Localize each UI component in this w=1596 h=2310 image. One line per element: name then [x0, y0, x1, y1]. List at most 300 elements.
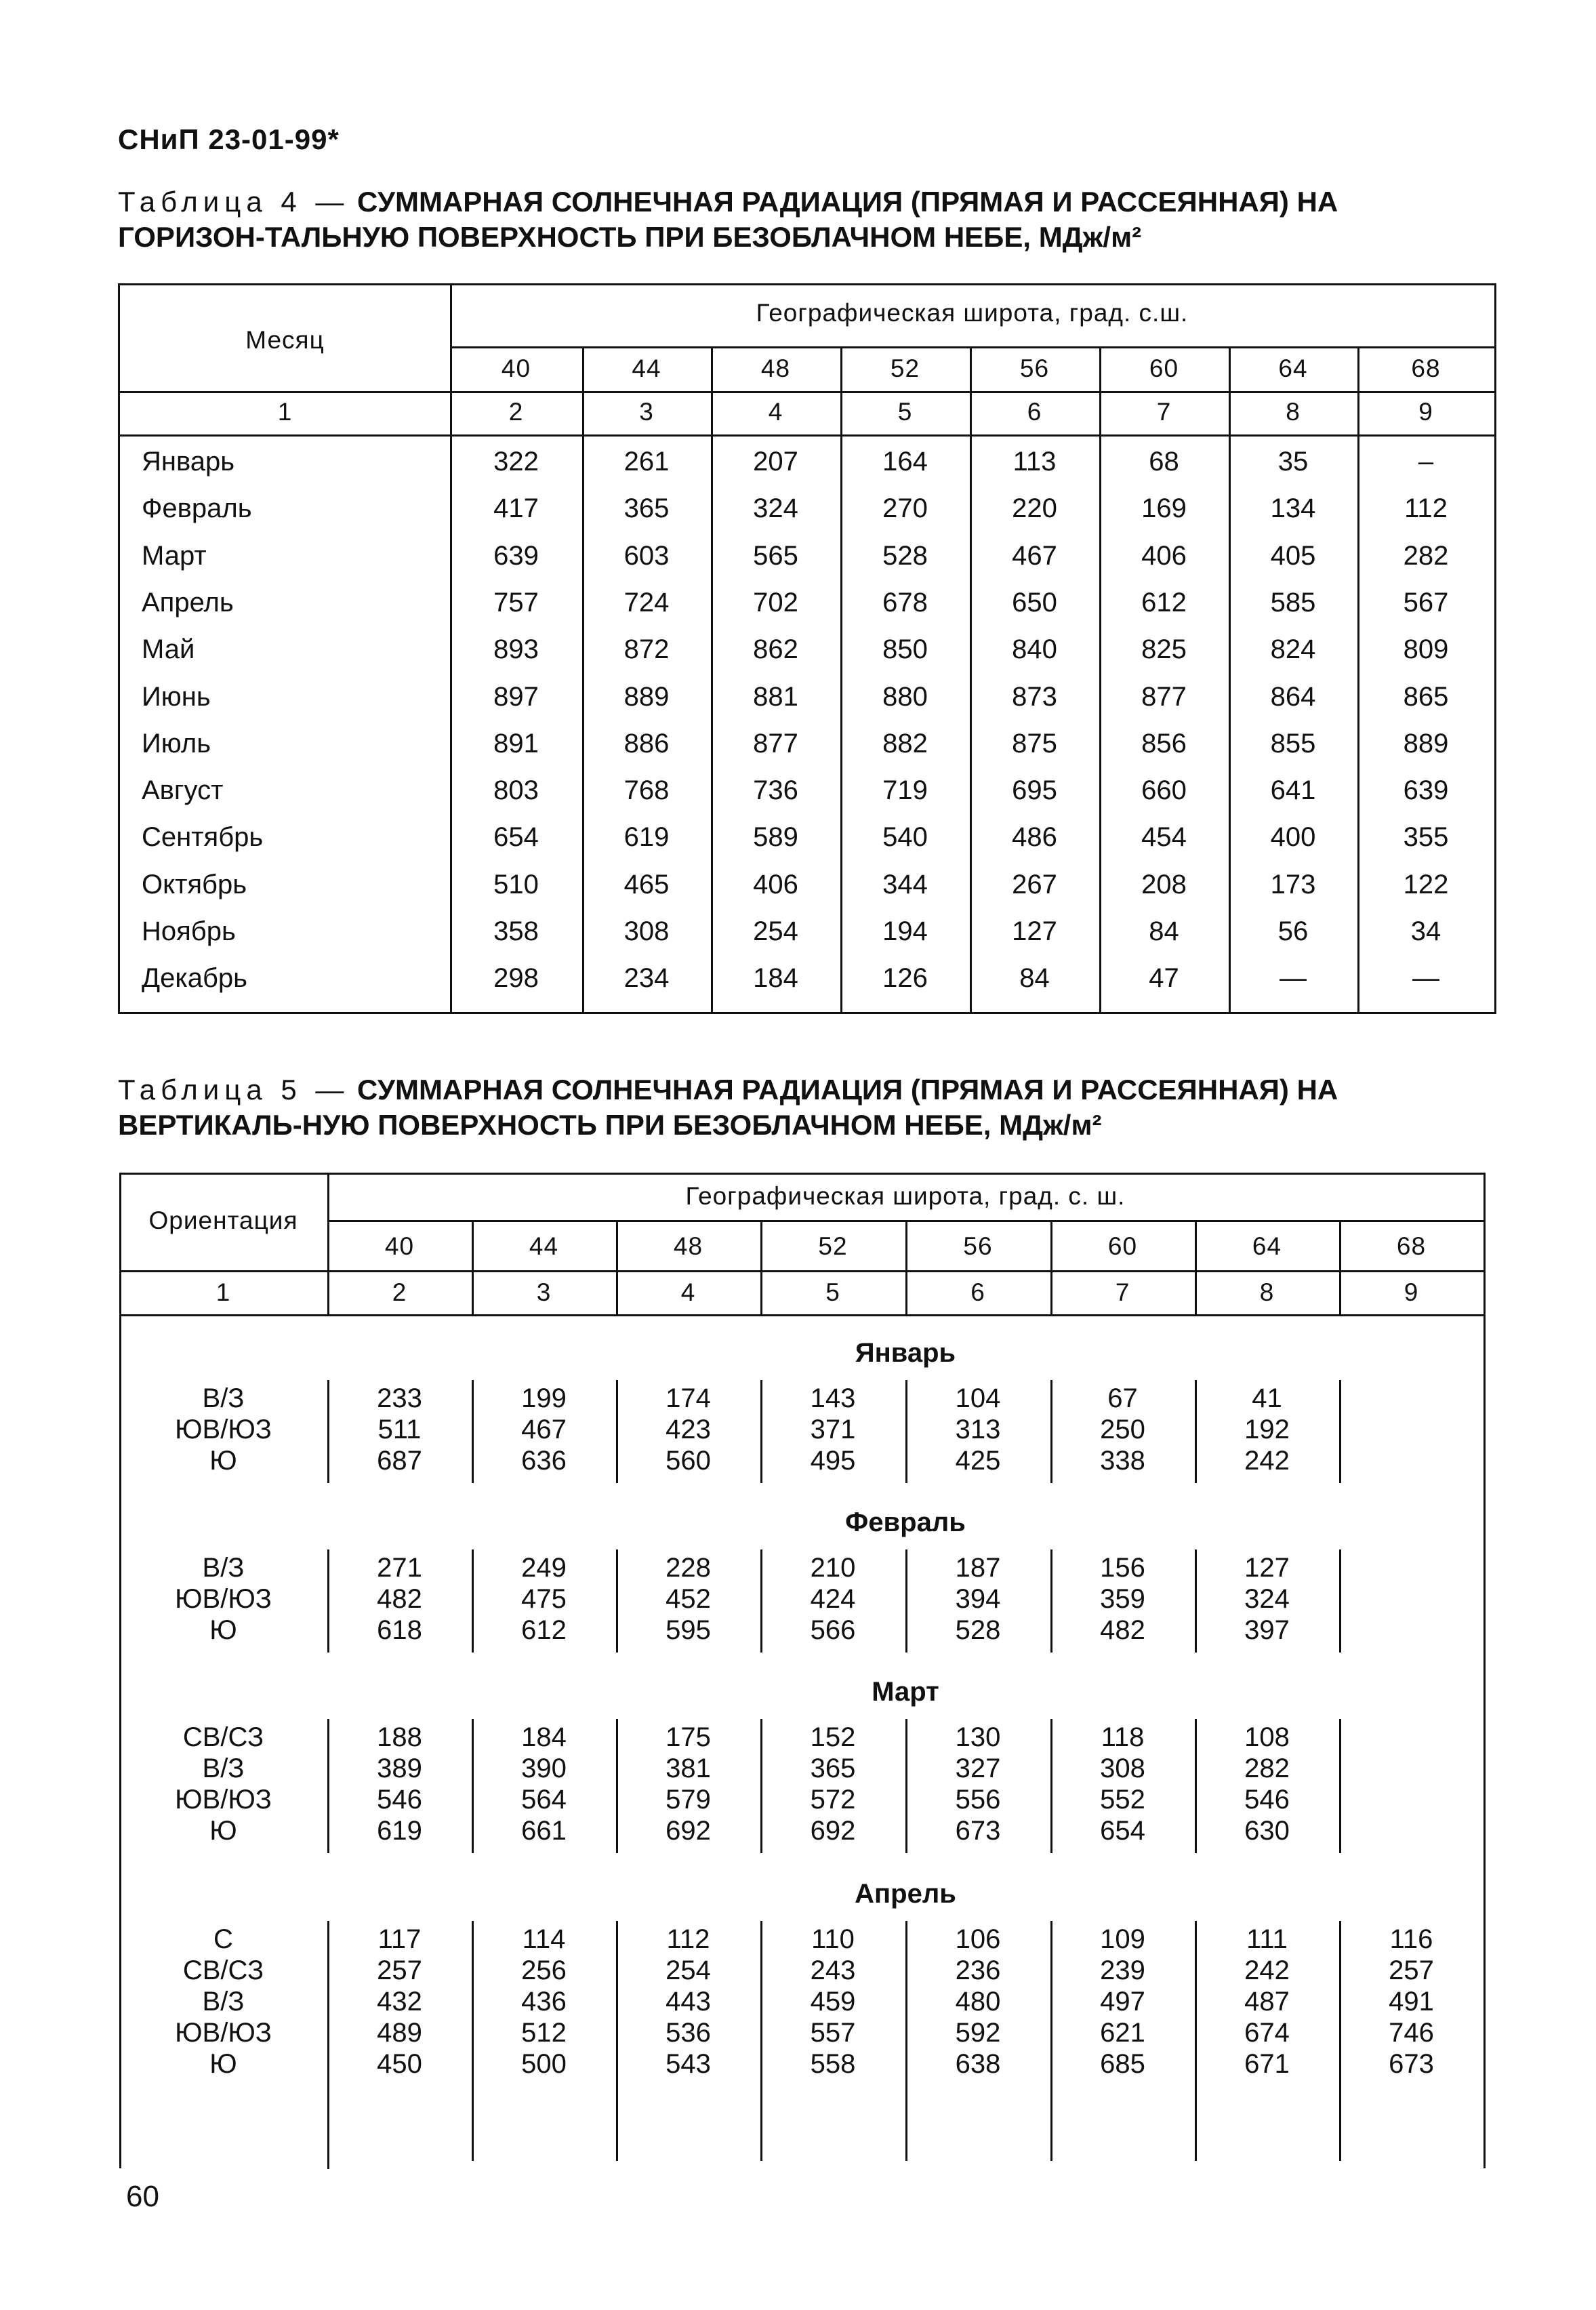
table-cell: 661	[521, 1816, 567, 1846]
value-column	[1339, 1552, 1484, 1646]
table-cell: 546	[1244, 1785, 1290, 1815]
table-cell: 174	[666, 1383, 711, 1413]
lat-header: 56	[1019, 354, 1050, 382]
rule-line	[760, 1380, 762, 1483]
rule-line	[1339, 1719, 1341, 1853]
table-cell: 271	[377, 1553, 422, 1583]
value-column	[472, 1383, 616, 1476]
col-number: 6	[970, 1278, 985, 1306]
table-cell	[1339, 1615, 1484, 1646]
rule-line	[327, 1719, 329, 1853]
value-column	[1195, 1383, 1339, 1476]
value-column	[327, 1722, 472, 1846]
value-column	[760, 1924, 905, 2080]
table-cell: 500	[521, 2049, 567, 2079]
lat-header: 68	[1411, 354, 1441, 382]
table-cell: 618	[377, 1615, 422, 1645]
table-cell: 881	[753, 682, 798, 712]
table-cell: 724	[623, 588, 670, 617]
month-label: Апрель	[142, 588, 234, 617]
orientation-list	[119, 1924, 327, 2080]
table5-caption-title: СУММАРНАЯ СОЛНЕЧНАЯ РАДИАЦИЯ (ПРЯМАЯ И РАССЕЯННАЯ) НА ВЕРТИКАЛЬ-НУЮ ПОВЕРХНОСТЬ ПРИ БЕЗОБЛАЧНОМ НЕБЕ, МДж/м²	[118, 1074, 1338, 1141]
table-cell: 234	[623, 963, 670, 993]
table-cell: 184	[753, 963, 798, 993]
table-cell: 111	[1246, 1924, 1288, 1954]
table-cell: 127	[1244, 1553, 1290, 1583]
table-cell: 511	[377, 1415, 422, 1444]
table-cell: 35	[1277, 447, 1309, 477]
table-cell: 417	[493, 493, 539, 523]
rule-line	[1339, 1921, 1341, 2161]
table-cell: 546	[377, 1785, 422, 1815]
lat-header: 44	[632, 354, 661, 382]
value-column	[327, 1383, 472, 1476]
table-cell: 603	[623, 541, 670, 571]
table-cell: 736	[753, 775, 798, 805]
table-cell: 365	[810, 1754, 856, 1783]
month-label: Июль	[142, 729, 211, 758]
col-number: 7	[1156, 398, 1172, 426]
table-cell: 862	[753, 634, 798, 664]
table-cell: 489	[377, 2018, 422, 2048]
table-cell: 459	[810, 1987, 856, 2017]
table-cell: 556	[955, 1785, 1001, 1815]
table-cell: 619	[377, 1816, 422, 1846]
rule-line	[472, 1549, 474, 1653]
col-number: 5	[897, 398, 913, 426]
orientation-label: СВ/СЗ	[182, 1956, 264, 1985]
table-cell: 108	[1244, 1722, 1290, 1752]
orientation-label: СВ/СЗ	[182, 1722, 264, 1752]
table-cell: 324	[1244, 1584, 1290, 1614]
table-cell: 565	[753, 541, 798, 571]
table-cell: 540	[882, 822, 928, 852]
rule-line	[1484, 1173, 1486, 1316]
value-column	[1339, 1722, 1484, 1846]
col-number: 8	[1286, 398, 1301, 426]
table-cell: 169	[1141, 493, 1187, 523]
col-orientation-header: Ориентация	[148, 1207, 298, 1234]
table-cell: 405	[1270, 541, 1316, 571]
table-cell: 840	[1012, 634, 1057, 664]
lat-header: 60	[1107, 1232, 1138, 1260]
table-cell: 685	[1100, 2049, 1145, 2079]
orientation-label: В/З	[202, 1383, 245, 1413]
col-number: 4	[680, 1278, 696, 1306]
table-cell: 746	[1389, 2018, 1434, 2048]
table-cell: 877	[1141, 682, 1187, 712]
table-cell: 491	[1389, 1987, 1434, 2017]
table-cell: 324	[753, 493, 798, 523]
table4-caption-prefix: Таблица 4 —	[118, 186, 350, 218]
table-cell: 239	[1100, 1956, 1145, 1985]
table-cell: 872	[623, 634, 670, 664]
orientation-label: ЮВ/ЮЗ	[175, 1584, 272, 1614]
rule-line	[120, 434, 1494, 437]
table-cell: 112	[666, 1924, 710, 1954]
table-cell: 497	[1100, 1987, 1145, 2017]
month-label: Август	[142, 775, 224, 805]
table4-caption-title: СУММАРНАЯ СОЛНЕЧНАЯ РАДИАЦИЯ (ПРЯМАЯ И РАССЕЯННАЯ) НА ГОРИЗОН-ТАЛЬНУЮ ПОВЕРХНОСТЬ ПРИ БЕЗОБЛАЧНОМ НЕБЕ, МДж/м²	[118, 186, 1338, 253]
orientation-label: В/З	[202, 1754, 245, 1783]
table-cell: 199	[521, 1383, 567, 1413]
orientation-label: В/З	[202, 1553, 245, 1583]
rule-line	[616, 1380, 618, 1483]
table-cell: 687	[377, 1446, 422, 1476]
month-label: Ноябрь	[142, 916, 236, 946]
value-column	[616, 1552, 760, 1646]
table-cell: 495	[810, 1446, 856, 1476]
month-label: Декабрь	[142, 963, 247, 993]
rule-line	[120, 391, 1494, 393]
table-cell: 359	[1100, 1584, 1145, 1614]
table-cell: 486	[1012, 822, 1057, 852]
month-label: Май	[142, 634, 195, 664]
table-cell: 641	[1270, 775, 1316, 805]
value-column	[472, 1722, 616, 1846]
table-cell: 322	[493, 447, 539, 477]
table-cell: 875	[1012, 729, 1057, 758]
col-number: 1	[277, 398, 293, 426]
table-cell: 134	[1270, 493, 1316, 523]
table-cell: 443	[666, 1987, 711, 2017]
value-column	[760, 1552, 905, 1646]
lat-header: 48	[760, 354, 791, 382]
orientation-label: В/З	[202, 1987, 245, 2017]
table-cell: 400	[1270, 822, 1316, 852]
table-cell: 678	[882, 588, 928, 617]
value-column	[905, 1924, 1050, 2080]
table-cell: 390	[521, 1754, 567, 1783]
table-cell: 270	[882, 493, 928, 523]
table-cell: 110	[811, 1924, 855, 1954]
table-cell: 220	[1012, 493, 1057, 523]
table-cell: 254	[666, 1956, 711, 1985]
month-label: Февраль	[142, 493, 252, 523]
table-cell: 650	[1012, 588, 1057, 617]
table-cell: 282	[1403, 541, 1449, 571]
table-cell: 365	[623, 493, 670, 523]
month-label: Март	[142, 541, 207, 571]
table-cell: 194	[882, 916, 928, 946]
table-cell: 313	[955, 1415, 1001, 1444]
rule-line	[327, 1380, 329, 1483]
rule-line	[450, 346, 1494, 348]
table-cell: 824	[1270, 634, 1316, 664]
table-cell	[1339, 1383, 1484, 1414]
month-label: Январь	[142, 447, 235, 477]
rule-line	[472, 1921, 474, 2161]
table-cell: 695	[1012, 775, 1057, 805]
lat-header: 48	[673, 1232, 703, 1260]
table-cell: 112	[1404, 493, 1448, 523]
value-column	[472, 1924, 616, 2080]
table-cell: 557	[810, 2018, 856, 2048]
table-cell: 480	[955, 1987, 1001, 2017]
table-cell: 184	[521, 1722, 567, 1752]
table-cell: 308	[623, 916, 670, 946]
table-cell: 117	[377, 1924, 422, 1954]
table-cell: 566	[810, 1615, 856, 1645]
table-cell: 207	[753, 447, 798, 477]
lat-header: 64	[1252, 1232, 1282, 1260]
table-cell: 692	[666, 1816, 711, 1846]
value-column	[760, 1722, 905, 1846]
table-cell: 188	[377, 1722, 422, 1752]
lat-header: 52	[890, 354, 920, 382]
table-cell: 106	[955, 1924, 1001, 1954]
table-cell: 282	[1244, 1754, 1290, 1783]
table-cell: 210	[810, 1553, 856, 1583]
table-cell: 673	[955, 1816, 1001, 1846]
table-cell: 825	[1141, 634, 1187, 664]
table-cell: 56	[1277, 916, 1309, 946]
value-column	[1195, 1924, 1339, 2080]
table-cell: 592	[955, 2018, 1001, 2048]
table-cell	[1339, 1753, 1484, 1784]
table-cell: 803	[493, 775, 539, 805]
table5	[119, 1173, 1498, 2169]
rule-line	[1050, 1921, 1052, 2161]
table-cell: 267	[1012, 870, 1057, 899]
col-number: 7	[1115, 1278, 1130, 1306]
table-cell: 757	[493, 588, 539, 617]
rule-line	[760, 1549, 762, 1653]
table-cell: 674	[1244, 2018, 1290, 2048]
table-cell: 298	[493, 963, 539, 993]
value-column	[1195, 1552, 1339, 1646]
table-cell: 886	[623, 729, 670, 758]
table-cell: 702	[753, 588, 798, 617]
rule-line	[905, 1719, 907, 1853]
table-cell	[1339, 1583, 1484, 1615]
table-cell: 84	[1019, 963, 1050, 993]
rule-line	[472, 1380, 474, 1483]
lat-header: 40	[501, 354, 531, 382]
table-cell: 454	[1141, 822, 1187, 852]
table-cell: 510	[493, 870, 539, 899]
value-column	[616, 1924, 760, 2080]
table-cell: 512	[521, 2018, 567, 2048]
table-cell: 467	[1012, 541, 1057, 571]
table-cell: 126	[882, 963, 928, 993]
table-cell: 327	[955, 1754, 1001, 1783]
table-cell: 809	[1403, 634, 1449, 664]
rule-line	[1339, 1549, 1341, 1653]
table-cell: 475	[521, 1584, 567, 1614]
table-cell: 250	[1100, 1415, 1145, 1444]
table-cell: 719	[882, 775, 928, 805]
table-cell: 579	[666, 1785, 711, 1815]
orientation-label: Ю	[209, 2049, 237, 2079]
rule-line	[327, 1549, 329, 1653]
orientation-label: ЮВ/ЮЗ	[175, 1785, 272, 1815]
table-cell: 850	[882, 634, 928, 664]
table-cell: 406	[1141, 541, 1187, 571]
table-cell: 114	[522, 1924, 566, 1954]
rule-line	[1050, 1549, 1052, 1653]
rule-line	[760, 1719, 762, 1853]
col-number: 4	[768, 398, 783, 426]
table-cell: 882	[882, 729, 928, 758]
value-column	[1050, 1383, 1195, 1476]
table-cell: 880	[882, 682, 928, 712]
value-column	[472, 1552, 616, 1646]
lat-header: 68	[1396, 1232, 1427, 1260]
table-cell	[1339, 1414, 1484, 1445]
rule-line	[760, 1921, 762, 2161]
col-month-header: Месяц	[245, 326, 325, 354]
col-number: 5	[825, 1278, 840, 1306]
table-cell: 589	[753, 822, 798, 852]
rule-line	[905, 1921, 907, 2161]
table-cell: 482	[377, 1584, 422, 1614]
table-cell: 612	[521, 1615, 567, 1645]
col-number: 3	[639, 398, 654, 426]
month-label: Октябрь	[142, 870, 247, 899]
orientation-list	[119, 1552, 327, 1646]
table-cell: 856	[1141, 729, 1187, 758]
table-cell: 467	[521, 1415, 567, 1444]
table-cell: 152	[810, 1722, 856, 1752]
table-cell: 536	[666, 2018, 711, 2048]
rule-line	[327, 1921, 329, 2161]
rule-line	[905, 1380, 907, 1483]
value-column	[616, 1383, 760, 1476]
table-cell: 236	[955, 1956, 1001, 1985]
table-cell	[1339, 1815, 1484, 1846]
table-cell: 261	[623, 447, 670, 477]
rule-line	[1195, 1549, 1197, 1653]
table-cell: 654	[493, 822, 539, 852]
table-cell: 877	[753, 729, 798, 758]
col-number: 9	[1404, 1278, 1419, 1306]
rule-line	[472, 1719, 474, 1853]
rule-line	[1050, 1719, 1052, 1853]
table-cell: 630	[1244, 1816, 1290, 1846]
table-cell: 897	[493, 682, 539, 712]
table-cell: 619	[623, 822, 670, 852]
value-column	[760, 1383, 905, 1476]
table-cell: 116	[1389, 1924, 1433, 1954]
table-cell: 567	[1403, 588, 1449, 617]
table-cell	[1339, 1784, 1484, 1815]
lat-header: 40	[384, 1232, 415, 1260]
col-number: 2	[392, 1278, 407, 1306]
rule-line	[1484, 1314, 1486, 2168]
table-cell: 768	[623, 775, 670, 805]
table-cell: 338	[1100, 1446, 1145, 1476]
rule-line	[616, 1549, 618, 1653]
table-cell: 855	[1270, 729, 1316, 758]
table-cell: 671	[1244, 2049, 1290, 2079]
rule-line	[1195, 1719, 1197, 1853]
orientation-label: ЮВ/ЮЗ	[175, 2018, 272, 2048]
lat-header: 44	[529, 1232, 559, 1260]
orientation-label: С	[213, 1924, 233, 1954]
table-cell: 873	[1012, 682, 1057, 712]
table-cell: 639	[1403, 775, 1449, 805]
table-cell: 465	[623, 870, 670, 899]
orientation-label: Ю	[209, 1446, 237, 1476]
table-cell: 242	[1244, 1956, 1290, 1985]
table-cell: 891	[493, 729, 539, 758]
rule-line	[1195, 1380, 1197, 1483]
table-cell: 257	[377, 1956, 422, 1985]
month-label: Сентябрь	[142, 822, 264, 852]
table-cell: 864	[1270, 682, 1316, 712]
section-month-label: Март	[872, 1677, 939, 1707]
table4-caption	[118, 184, 1487, 255]
rule-line	[616, 1921, 618, 2161]
table-cell: 865	[1403, 682, 1449, 712]
table-cell: 528	[955, 1615, 1001, 1645]
rule-line	[119, 1270, 1484, 1272]
document-code: СНиП 23-01-99*	[118, 123, 340, 155]
col-number: 6	[1027, 398, 1042, 426]
table-cell: 118	[1101, 1722, 1145, 1752]
value-column	[327, 1924, 472, 2080]
table-cell: 673	[1389, 2049, 1434, 2079]
rule-line	[1050, 1380, 1052, 1483]
table-cell: 127	[1012, 916, 1057, 946]
table-cell: 424	[810, 1584, 856, 1614]
table-cell: 425	[955, 1446, 1001, 1476]
page-number: 60	[126, 2180, 159, 2213]
table-cell: 450	[377, 2049, 422, 2079]
table-cell: 358	[493, 916, 539, 946]
value-column	[1050, 1552, 1195, 1646]
section-month-label: Январь	[855, 1338, 956, 1368]
table-cell: 389	[377, 1754, 422, 1783]
table-cell: 487	[1244, 1987, 1290, 2017]
table-cell: 192	[1244, 1415, 1290, 1444]
table-cell: 34	[1410, 916, 1441, 946]
table-cell: 889	[623, 682, 670, 712]
table-cell: 692	[810, 1816, 856, 1846]
table-cell: 893	[493, 634, 539, 664]
table-cell: 432	[377, 1987, 422, 2017]
table-cell: 243	[810, 1956, 856, 1985]
col-lat-header: Географическая широта, град. с. ш.	[685, 1182, 1126, 1210]
orientation-list	[119, 1722, 327, 1846]
rule-line	[119, 1314, 1484, 1316]
table-cell: 654	[1100, 1816, 1145, 1846]
lat-header: 56	[963, 1232, 993, 1260]
section-month-label: Апрель	[855, 1879, 956, 1909]
col-number: 1	[216, 1278, 231, 1306]
value-column	[327, 1552, 472, 1646]
table-cell: 564	[521, 1785, 567, 1815]
table-cell: 175	[666, 1722, 711, 1752]
table5-caption	[118, 1072, 1487, 1143]
section-month-label: Февраль	[845, 1507, 966, 1537]
value-column	[905, 1383, 1050, 1476]
table-cell: 308	[1100, 1754, 1145, 1783]
table-cell: 528	[882, 541, 928, 571]
table-cell: 552	[1100, 1785, 1145, 1815]
table-cell: 406	[753, 870, 798, 899]
table-cell: 636	[521, 1446, 567, 1476]
table-cell: 355	[1403, 822, 1449, 852]
table-cell: 889	[1403, 729, 1449, 758]
table-cell: 560	[666, 1446, 711, 1476]
table-cell: 228	[666, 1553, 711, 1583]
table-cell: 660	[1141, 775, 1187, 805]
lat-header: 52	[818, 1232, 848, 1260]
value-column	[616, 1722, 760, 1846]
table-cell	[1339, 1552, 1484, 1583]
